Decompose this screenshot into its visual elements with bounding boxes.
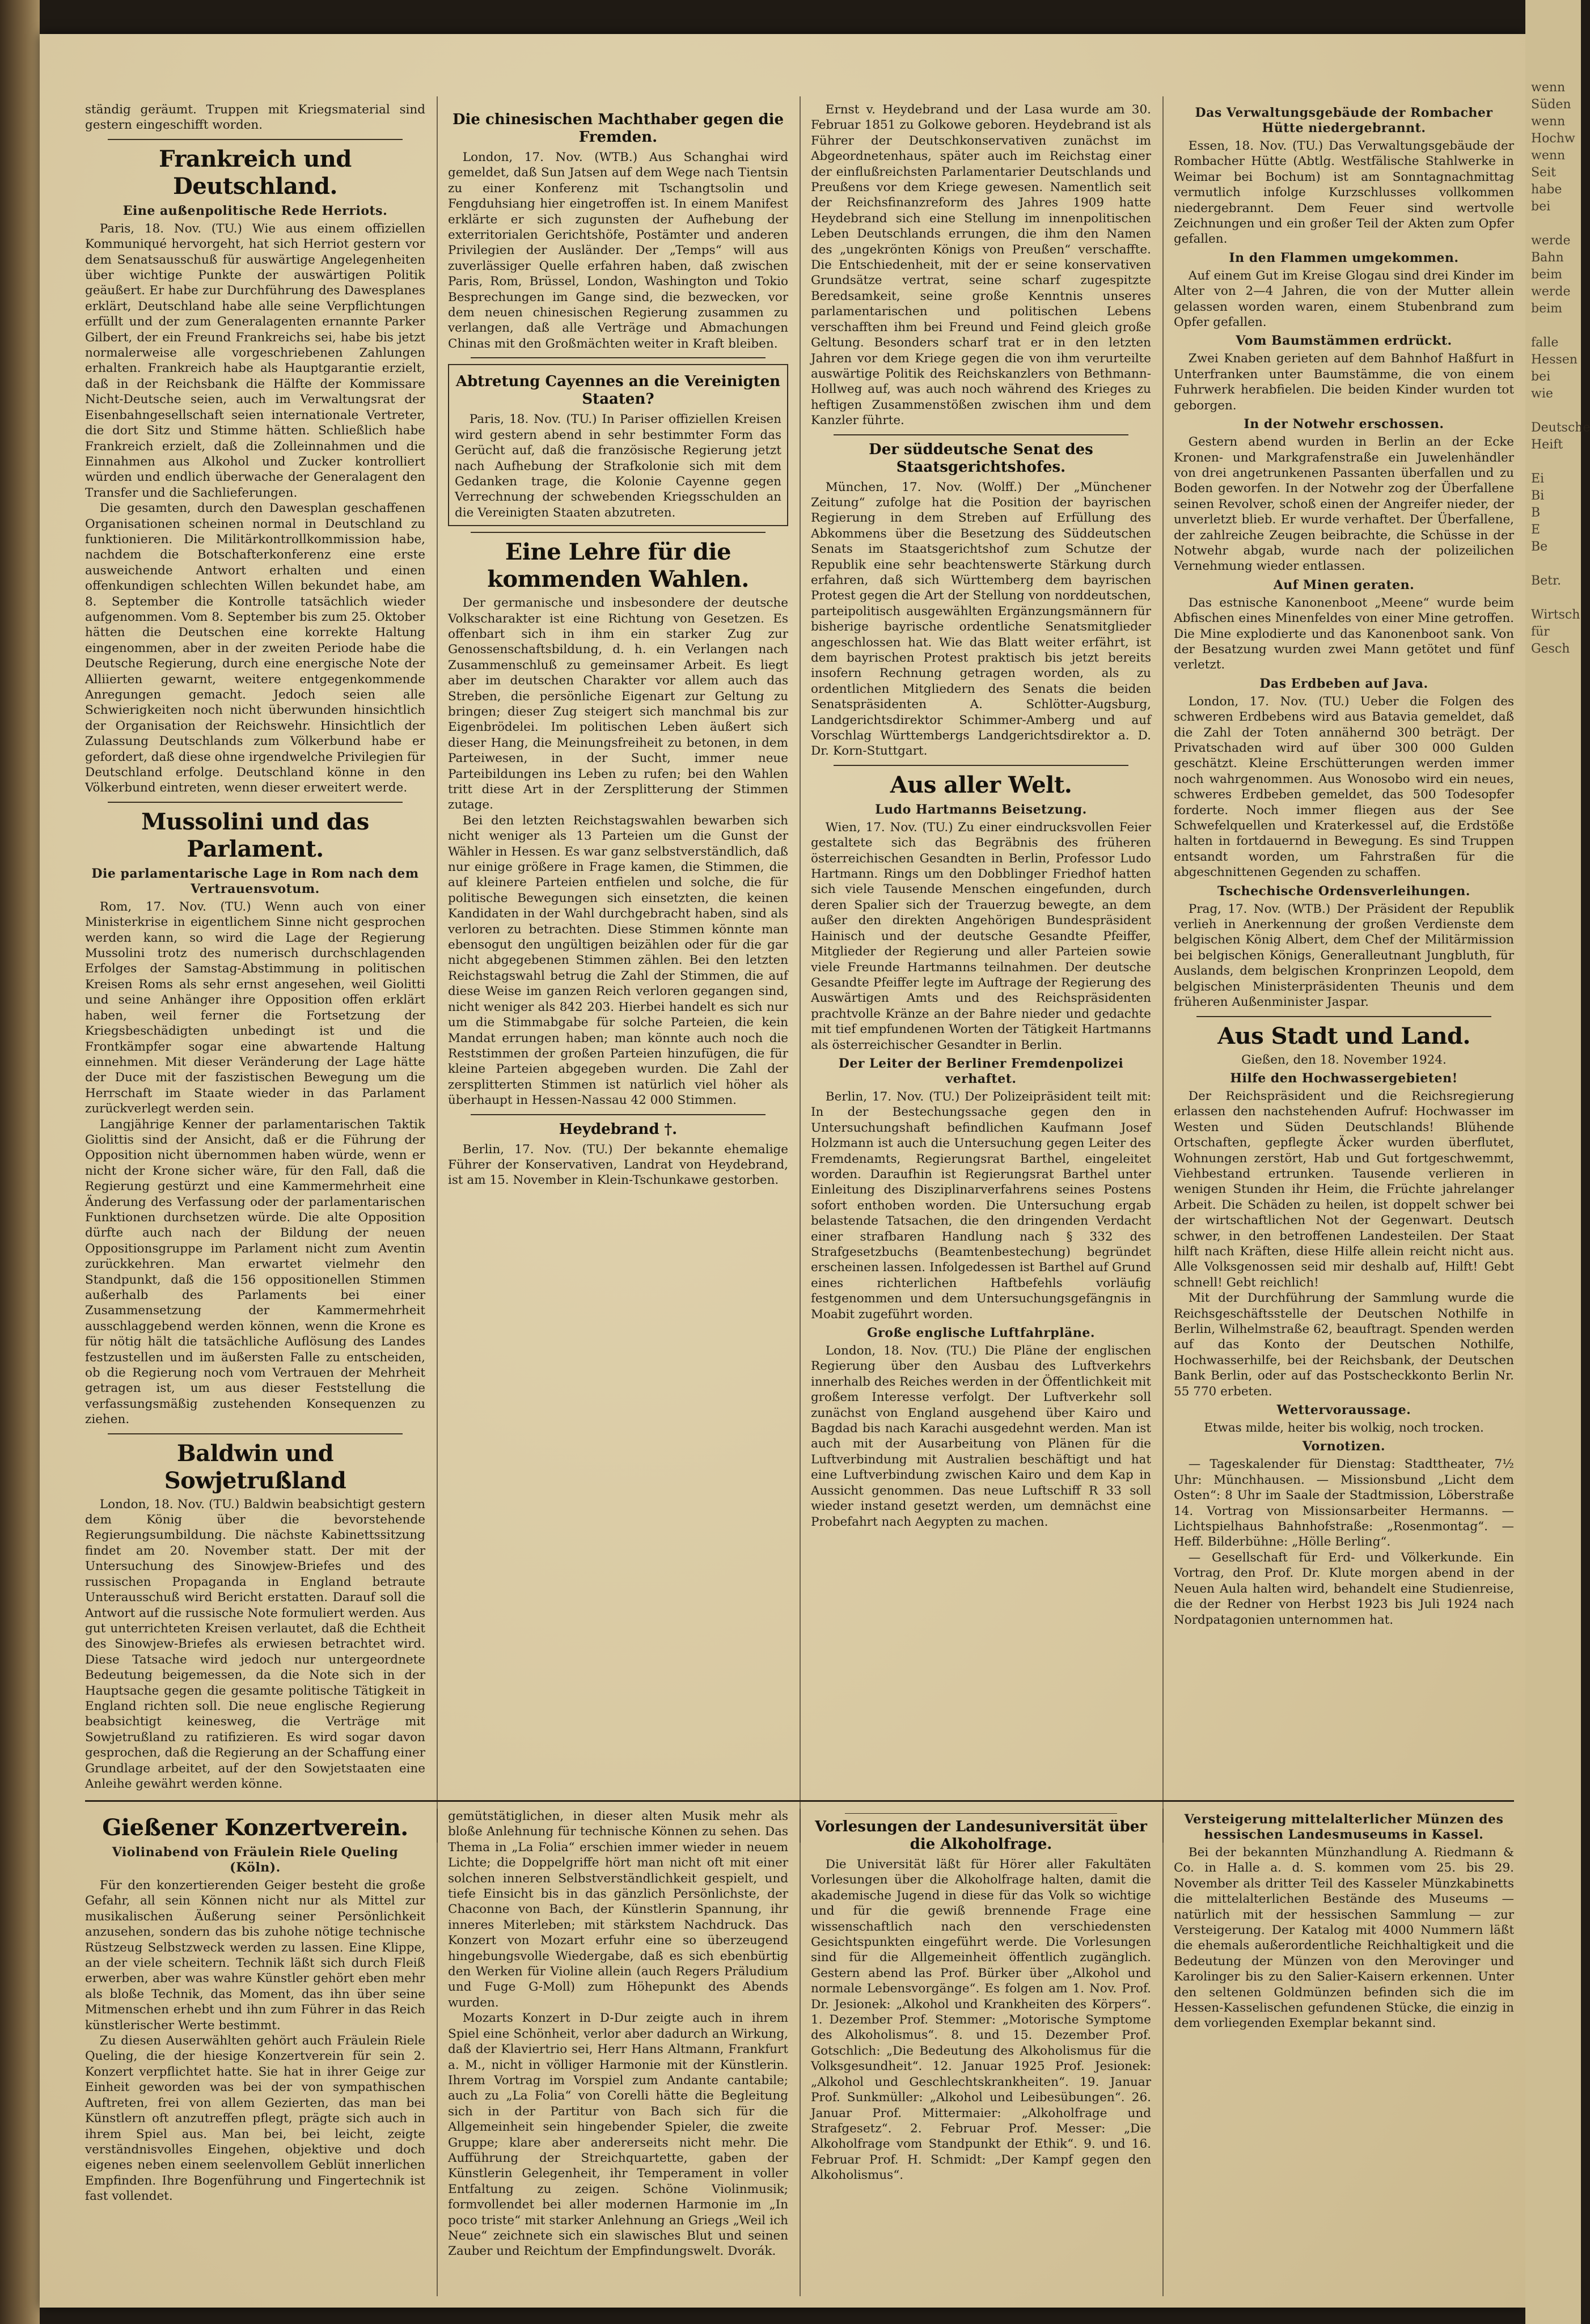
paragraph: Der Reichspräsident und die Reichsregierung erlassen den nachstehenden Aufruf: Hochwasser im Westen und Süden Deutschlands! Blühende Ortschaften, gepflegte Äcker wurden überflutet, Wohnungen zerstört, Hab und Gut fortgeschwemmt, Viehbestand ertrunken. Tausende verlieren in wenigen Stunden ihr Heim, die Früchte jahrelanger Arbeit. Die Schäden zu heilen, ist doppelt schwer bei der wirtschaftlichen Not der Gegenwart. Deutsch schwer, in den betroffenen Landesteilen. Der Staat hilft nach Kräften, diese Hilfe allein reicht nicht aus. Alle Volksgenossen seid mir deshalb auf, Hilft! Gebt schnell! Gebt reichlich! [1174, 1089, 1514, 1290]
column-rule [437, 96, 438, 1843]
bottom-column-1 [85, 1809, 425, 2296]
paragraph: London, 17. Nov. (WTB.) Aus Schanghai wird gemeldet, daß Sun Jatsen auf dem Wege nach Tientsin zu einer Konferenz mit Tschangtsolin und Fengduhsiang hier eingetroffen ist. In einem Manifest erklärte er sich zugunsten der Aufhebung der exterritorialen Gerichtshöfe, Postämter und anderen Privilegien der Ausländer. Der „Temps“ will aus zuverlässiger Quelle erfahren haben, daß zwischen Paris, Rom, Brüssel, London, Washington und Tokio Besprechungen im Gange sind, die bezwecken, vor dem neuen chinesischen Regierung zusammen zu verlangen, daß alle Verträge und Abmachungen Chinas mit den Großmächten weiter in Kraft bleiben. [448, 150, 788, 351]
paragraph: Für den konzertierenden Geiger besteht die große Gefahr, all sein Können nicht nur als Mittel zur musikalischen Äußerung seiner Persönlichkeit anzusehen, sondern das bis zuhohe nötige technische Rüstzeug Selbstzweck werden zu lassen. Eine Klippe, an der viele scheitern. Technik läßt sich durch Fleiß erwerben, aber was wahre Künstler gehört eben mehr als bloße Technik, das Moment, das ihn über seine Mitmenschen erhebt und ihn zum Führer in das Reich künstlerischer Werte bestimmt. [85, 1878, 425, 2033]
section-heading: Auf Minen geraten. [1273, 577, 1415, 592]
paragraph: Das estnische Kanonenboot „Meene“ wurde beim Abfischen eines Minenfeldes von einer Mine getroffen. Die Mine explodierte und das Kanonenboot sank. Von der Besatzung wurden zwei Mann getötet und fünf verletzt. [1174, 595, 1514, 672]
section-heading: Ludo Hartmanns Beisetzung. [875, 802, 1087, 817]
divider [834, 765, 1128, 766]
article-title-mussolini: Mussolini und das Parlament. [141, 808, 369, 862]
section-heading: Das Erdbeben auf Java. [1259, 676, 1428, 691]
paragraph: London, 17. Nov. (TU.) Ueber die Folgen des schweren Erdbebens wird aus Batavia gemeldet, daß die Zahl der Toten annähernd 300 beträgt. Der Privatschaden wird auf über 300 000 Gulden geschätzt. Kleine Erschütterungen werden immer noch wahrgenommen. Aus Wonosobo wird ein neues, schweres Erdbeben gemeldet, das 500 Todesopfer forderte. Noch immer fliegen aus der See Schwefelquellen und Kraterkessel auf, die Erdstöße halten in fortdauernd in Bewegung. Es sind Truppen entsandt worden, um Fahrstraßen für die abgeschnittenen Gegenden zu schaffen. [1174, 694, 1514, 880]
paragraph: London, 18. Nov. (TU.) Die Pläne der englischen Regierung über den Ausbau des Luftverkehrs innerhalb des Reiches werden in der Öffentlichkeit mit großem Interesse verfolgt. Der Luftverkehr soll zunächst von England ausgehend über Kairo und Bagdad bis nach Karachi ausgedehnt werden. Man ist auch mit der Ausarbeitung von Plänen für die Luftverbindung mit Australien beschäftigt und hat eine Luftverbindung zwischen Kairo und dem Kap in Aussicht genommen. Das neue Luftschiff R 33 soll wieder instand gesetzt werden, um demnächst eine Probefahrt nach Aegypten zu machen. [811, 1344, 1151, 1529]
column-rule [1162, 96, 1164, 1843]
article-title-muenzen: Versteigerung mittelalterlicher Münzen des hessischen Landesmuseums in Kassel. [1184, 1812, 1504, 1842]
article-title-baldwin: Baldwin und Sowjetrußland [164, 1440, 346, 1494]
dateline: Gießen, den 18. November 1924. [1241, 1052, 1447, 1067]
divider [108, 802, 403, 803]
paragraph: — Tageskalender für Dienstag: Stadttheater, 7½ Uhr: Münchhausen. — Missionsbund „Licht dem Osten“: 8 Uhr im Saale der Stadtmission, Löberstraße 14. Vortrag von Missionsarbeiter Hermanns. — Lichtspielhaus Bahnhofstraße: „Rosenmontag“. — Heff. Bilderbühne: „Hölle Berling“. [1174, 1457, 1514, 1550]
article-title-senat: Der süddeutsche Senat des Staatsgerichtshofes. [869, 441, 1093, 476]
article-title-heydebrand: Heydebrand †. [559, 1120, 678, 1138]
bottom-column-4 [1174, 1809, 1514, 2296]
paragraph: Gestern abend wurden in Berlin an der Ecke Kronen- und Markgrafenstraße ein Juwelenhändler von drei angetrunkenen Passanten überfallen und zu Boden geworfen. In der Notwehr zog der Überfallene seinen Revolver, schoß einen der Angreifer nieder, der unverletzt blieb. Er wurde verhaftet. Der Überfallene, der zahlreiche Zeugen beibrachte, die Schüsse in der Notwehr abgab, wurde nach der polizeilichen Vernehmung wieder entlassen. [1174, 435, 1514, 574]
section-heading: In der Notwehr erschossen. [1244, 417, 1444, 432]
article-subtitle-frankreich: Eine außenpolitische Rede Herriots. [122, 203, 388, 218]
paragraph: Der germanische und insbesondere der deutsche Volkscharakter ist eine Richtung von Gesetzen. Es offenbart sich in ihm ein starker Zug zur Genossenschaftsbildung, d. h. ein Verlangen nach Zusammenschluß zu gemeinsamer Arbeit. Es liegt aber im deutschen Charakter vor allem auch das Streben, die persönliche Eigenart zur Geltung zu bringen; dieser Zug steigert sich manchmal bis zur Eigenbrödelei. Im politischen Leben äußert sich dieser Hang, die Meinungsfreiheit zu betonen, in dem Parteiwesen, in der Sucht, immer neue Parteibildungen ins Leben zu rufen; bei den Wahlen tritt diese Art in der Zersplitterung der Stimmen zutage. [448, 596, 788, 812]
column-2 [448, 108, 788, 1792]
paragraph: Die gesamten, durch den Dawesplan geschaffenen Organisationen scheinen normal in Deutschland zu funktionieren. Die Militärkontrollkommission habe, nachdem die Botschafterkonferenz eine erste ausweichende Antwort erhalten und einen offenkundigen schlechten Willen bekundet habe, am 8. September die Kontrolle tatsächlich wieder aufgenommen. Vom 8. September bis zum 25. Oktober hätten die Deutschen eine korrekte Haltung eingenommen, aber in der zweiten Periode habe die Deutsche Regierung, durch eine energische Note der Alliierten gewarnt, weitere entgegenkommende Anregungen gemacht. Jedoch seien alle Schwierigkeiten noch nicht überwunden hinsichtlich der Organisation der Reichswehr. Hinsichtlich der Zulassung Deutschlands zum Völkerbund habe er gefordert, daß diese ohne irgendwelche Privilegien für Deutschland erfolge. Deutschland könne in den Völkerbund eintreten, wenn dieser erweitert werde. [85, 501, 425, 795]
article-title-cayennes: Abtretung Cayennes an die Vereinigten Staaten? [455, 373, 781, 408]
divider [471, 532, 766, 533]
section-heading: In den Flammen umgekommen. [1229, 250, 1459, 265]
paragraph: London, 18. Nov. (TU.) Baldwin beabsichtigt gestern dem König über die bevorstehende Regierungsumbildung. Die nächste Kabinettssitzung findet am 20. November statt. Der mit der Untersuchung des Sinowjew-Briefes und des russischen Propaganda in England betraute Unterausschuß wird Bericht erstatten. Darauf soll die Antwort auf die russische Note formuliert werden. Aus gut unterrichteten Kreisen verlautet, daß die Echtheit des Sinowjew-Briefes als erwiesen betrachtet wird. Diese Tatsache wird jedoch nur untergeordnete Bedeutung beigemessen, da die Note sich in der Hauptsache gegen die gesamte politische Tätigkeit in England richten soll. Die neue englische Regierung beabsichtigt keinesweg, die Verträge mit Sowjetrußland zu ratifizieren. Es wird sogar davon gesprochen, daß die Regierung an der Schaffung einer Grundlage arbeitet, auf der den Sowjetstaaten eine Anleihe gewährt werden könne. [85, 1497, 425, 1791]
cayennes-box [448, 364, 788, 526]
paragraph: Paris, 18. Nov. (TU.) In Pariser offiziellen Kreisen wird gestern abend in sehr bestimmter Form das Gerücht auf, daß die französische Regierung jetzt nach Aufhebung der Strafkolonie sich mit dem Gedanken trage, die Kolonie Cayenne gegen Verrechnung der schwebenden Kriegsschulden an die Vereinigten Staaten abzutreten. [455, 412, 781, 520]
article-title-frankreich: Frankreich und Deutschland. [159, 145, 352, 200]
article-subtitle-konzert: Violinabend von Fräulein Riele Queling (Köln). [112, 1845, 399, 1875]
divider [108, 1433, 403, 1434]
paragraph: gemütstätiglichen, in dieser alten Musik mehr als bloße Anlehnung für technische Können zu sehen. Das Thema in „La Folia“ erschien immer wieder in neuem Lichte; die Doppelgriffe hört man nicht oft mit einer solchen inneren Selbstverständlichkeit gespielt, und tiefe Einsicht bis in das gänzlich Persönlichste, der Chaconne von Bach, der Künstlerin Spannung, ihr inneres Miterleben; mit stärkstem Nachdruck. Das Konzert von Mozart erfuhr eine so überzeugend hingebungsvolle Wiedergabe, daß es sich ebenbürtig den Werken für Violine allein (auch Regers Präludium und Fuge G-Moll) zum Höhepunkt des Abends wurden. [448, 1809, 788, 2010]
adjacent-page-edge [1525, 0, 1590, 2324]
column-3 [811, 102, 1151, 1792]
section-divider [85, 1800, 1514, 1802]
column-4 [1174, 102, 1514, 1792]
article-title-welt: Aus aller Welt. [890, 771, 1072, 798]
section-heading: Große englische Luftfahrpläne. [867, 1326, 1095, 1341]
column-rule [1162, 1809, 1164, 2296]
paragraph: Berlin, 17. Nov. (TU.) Der Polizeipräsident teilt mit: In der Bestechungssache gegen den in Untersuchungshaft befindlichen Kaufmann Josef Holzmann ist auch die Untersuchung gegen Leiter des Fremdenamts, Regierungsrat Barthel, eingeleitet worden. Daraufhin ist Regierungsrat Barthel unter Einleitung des Disziplinarverfahrens seines Postens sofort enthoben worden. Die Untersuchung ergab belastende Tatsachen, die den dringenden Verdacht einer strafbaren Handlung nach § 332 des Strafgesetzbuchs (Beamtenbestechung) begründet erscheinen lassen. Infolgedessen ist Barthel auf Grund eines richterlichen Haftbefehls vorläufig festgenommen und dem Untersuchungsgefängnis in Moabit zugeführt worden. [811, 1089, 1151, 1322]
wetter-text: Etwas milde, heiter bis wolkig, noch trocken. [1204, 1421, 1484, 1436]
article-title-konzert: Gießener Konzertverein. [102, 1814, 408, 1841]
adjacent-page-fragments: wenn Süden wenn Hochw wenn Seit habe bei werde Bahn beim werde beim falle Hessen bei wie Deutsche Heift Ei Bi B E Be Betr. Wirtsch für Gesch [1531, 81, 1590, 656]
paragraph: Bei den letzten Reichstagswahlen bewarben sich nicht weniger als 13 Parteien um die Gunst der Wähler in Hessen. Es war ganz selbstverständlich, daß nur einige größere in Frage kamen, die Stimmen, die auf kleinere Parteien entfielen und solche, die für politische Bewegungen sich einsetzten, die keinen Kandidaten in der Wahl durchgebracht haben, sind als verloren zu betrachten. Diese Stimmen könnte man ebensogut den ungültigen beizählen oder für die gar nicht abgegebenen Stimmen zählen. Bei den letzten Reichstagswahl betrug die Zahl der Stimmen, die auf diese Weise im ganzen Reich verloren gegangen sind, nicht weniger als 842 203. Hierbei handelt es sich nur um die Stimmabgabe für solche Parteien, die kein Mandat errungen haben; man könnte auch noch die Reststimmen der großen Parteien hinzufügen, die für kleine Parteien abgegeben wurden. Die Zahl der zersplitterten Stimmen ist natürlich viel höher als überhaupt in Hessen-Nassau 42 000 Stimmen. [448, 813, 788, 1108]
divider [845, 1813, 1117, 1814]
top-continuation: ständig geräumt. Truppen mit Kriegsmaterial sind gestern eingeschifft worden. [85, 103, 425, 133]
wetter-heading: Wettervoraussage. [1276, 1403, 1411, 1418]
paragraph: Zu diesen Auserwählten gehört auch Fräulein Riele Queling, die der hiesige Konzertverein für sein 2. Konzert verpflichtet hatte. Sie hat in ihrer Geige zur Einheit geworden was bei der von sympathischen Auftreten, frei von allem Gezierten, das man bei Künstlern oft anzutreffen pflegt, prägte sich auch in ihrem Spiel aus. Man bei, bei leicht, zeigte verständnisvolles Eingehen, objektive und doch eigenes neben einem seelenvollem Geblüt innerlichen Empfinden. Ihre Bogenführung und Fingertechnik ist fast vollendet. [85, 2034, 425, 2204]
bottom-column-2 [448, 1809, 788, 2296]
article-title-vorlesungen: Vorlesungen der Landesuniversität über die Alkoholfrage. [814, 1818, 1147, 1853]
paragraph: Zwei Knaben gerieten auf dem Bahnhof Haßfurt in Unterfranken unter Baumstämme, die von einem Fuhrwerk herabfielen. Die beiden Kinder wurden tot geborgen. [1174, 352, 1514, 413]
column-rule [800, 96, 801, 1843]
section-heading: Der Leiter der Berliner Fremdenpolizei verhaftet. [838, 1056, 1124, 1086]
paragraph: Rom, 17. Nov. (TU.) Wenn auch von einer Ministerkrise in eigentlichem Sinne nicht gesprochen werden kann, so wird die Lage der Regierung Mussolini trotz des numerisch durchschlagenden Erfolges der Samstag-Abstimmung in politischen Kreisen Roms als sehr ernst angesehen, weil Giolitti und seine Anhänger ihre Opposition offen erklärt haben, weil ferner die Fortsetzung der Kriegsbeschädigten unbedingt ist und die Frontkämpfer sogar eine abwartende Haltung einnehmen. Mit dieser Veränderung der Lage hätte der Duce mit der faszistischen Bewegung um die Herrschaft im Staate wieder in das Parlament zurückverlegt werden sein. [85, 899, 425, 1116]
column-rule [800, 1809, 801, 2296]
divider [1196, 1016, 1491, 1017]
paragraph: Prag, 17. Nov. (WTB.) Der Präsident der Republik verlieh in Anerkennung der großen Verdienste dem belgischen König Albert, dem Chef der Militärmission bei belgischen Königs, Generalleutnant Jungbluth, für Auslands, dem belgischen Kronprinzen Leopold, dem belgischen Ministerpräsidenten Theunis und dem früheren Außenminister Jaspar. [1174, 901, 1514, 1010]
newspaper-page [40, 34, 1525, 2308]
article-subtitle-stadt: Hilfe den Hochwassergebieten! [1230, 1070, 1458, 1086]
paragraph: München, 17. Nov. (Wolff.) Der „Münchener Zeitung“ zufolge hat die Position der bayrischen Regierung in dem Streben auf Erfüllung des Abkommens über die Besetzung des Süddeutschen Senats im Staatsgerichtshof zum Schutze der Republik eine sehr beachtenswerte Stärkung durch erfahren, daß sich Württemberg dem bayrischen Protest gegen die Art der Stellung von norddeutschen, parteipolitisch ausgewählten Ergänzungsmännern für bisherige bayrische ordentliche Senatsmitglieder angeschlossen hat. Wie das Blatt weiter erfährt, ist dem bayrischen Protest praktisch bis jetzt bereits insofern Rechnung getragen worden, als zu ordentlichen Mitgliedern des Senats die beiden Senatspräsidenten A. Schlötter-Augsburg, Landgerichtsdirektor Schimmer-Amberg und auf Vorschlag Württembergs Landgerichtsdirektor a. D. Dr. Korn-Stuttgart. [811, 480, 1151, 759]
divider [471, 1114, 766, 1115]
section-heading: Tschechische Ordensverleihungen. [1217, 883, 1470, 899]
column-1 [85, 102, 425, 1792]
paragraph: Berlin, 17. Nov. (TU.) Der bekannte ehemalige Führer der Konservativen, Landrat von Heydebrand, ist am 15. November in Klein-Tschunkawe gestorben. [448, 1142, 788, 1188]
paragraph: Mit der Durchführung der Sammlung wurde die Reichsgeschäftsstelle der Deutschen Nothilfe in Berlin, Wilhelmstraße 62, beauftragt. Spenden werden auf das Konto der Deutschen Nothilfe, Hochwasserhilfe, bei der Reichsbank, der Deutschen Bank Berlin, oder auf das Postscheckkonto Berlin Nr. 55 770 erbeten. [1174, 1291, 1514, 1399]
paragraph: Auf einem Gut im Kreise Glogau sind drei Kinder im Alter von 2—4 Jahren, die von der Mutter allein gelassen worden waren, einem Stubenbrand zum Opfer gefallen. [1174, 268, 1514, 330]
bottom-column-3 [811, 1809, 1151, 2296]
paragraph: Wien, 17. Nov. (TU.) Zu einer eindrucksvollen Feier gestaltete sich das Begräbnis des früheren österreichischen Gesandten in Berlin, Professor Ludo Hartmann. Rings um den Dobblinger Friedhof hatten sich viele Tausende Menschen eingefunden, durch deren Spalier sich der Trauerzug bewegte, an dem außer den direkten Angehörigen Bundespräsident Hainisch und der deutsche Gesandte Pfeiffer, Mitglieder der Regierung und aller Parteien sowie viele Freunde Hartmanns teilnahmen. Der deutsche Gesandte Pfeiffer legte im Auftrage der Regierung des Auswärtigen Amts und des Reichspräsidenten prachtvolle Kränze an der Bahre nieder und gedachte mit tief empfundenen Worten der Tätigkeit Hartmanns als österreichischer Gesandter in Berlin. [811, 820, 1151, 1052]
paragraph: Mozarts Konzert in D-Dur zeigte auch in ihrem Spiel eine Schönheit, verlor aber dadurch an Wirkung, daß der Klaviertrio sei, Herr Hans Altmann, Frankfurt a. M., nicht in völliger Harmonie mit der Künstlerin. Ihrem Vortrag im Vorspiel zum Andante cantabile; auch zu „La Folia“ von Corelli hätte die Begleitung sich in der Partitur von Bach sich für die Allgemeinheit sein hingebender Spieler, die zweite Gruppe; klare aber andererseits nicht mehr. Die Aufführung der Streichquartette, gaben der Künstlerin Gelegenheit, ihr Temperament in voller Entfaltung zu zeigen. Schöne Violinmusik; formvollendet bei aller modernen Harmonie im „In poco triste“ mit starker Anlehnung an Griegs „Weil ich Neue“ zeichnete sich ein slawisches Blut und seinen Zauber und Reichtum der Empfindungswelt. Dvorák. [448, 2011, 788, 2259]
divider [834, 434, 1128, 435]
paragraph: Die Universität läßt für Hörer aller Fakultäten Vorlesungen über die Alkoholfrage halten, damit die akademische Jugend in diese für das Volk so wichtige und für die gewiß brennende Frage eine wissenschaftlich nach den verschiedensten Gesichtspunkten eingeführt werde. Die Vorlesungen sind für die Allgemeinheit öffentlich zugänglich. Gestern abend las Prof. Bürker über „Alkohol und normale Lebensvorgänge“. Es folgen am 1. Nov. Prof. Dr. Jesionek: „Alkohol und Krankheiten des Körpers“. 1. Dezember Prof. Stemmer: „Motorische Symptome des Alkoholismus“. 8. und 15. Dezember Prof. Gotschlich: „Die Bedeutung des Alkoholismus für die Volksgesundheit“. 12. Januar 1925 Prof. Jesionek: „Alkohol und Geschlechtskrankheiten“. 19. Januar Prof. Sunkmüller: „Alkohol und Leibesübungen“. 26. Januar Prof. Mittermaier: „Alkoholfrage und Strafgesetz“. 2. Februar Prof. Messer: „Die Alkoholfrage vom Standpunkt der Ethik“. 9. und 16. Februar Prof. H. Schmidt: „Der Kampf gegen den Alkoholismus“. [811, 1857, 1151, 2183]
divider [108, 139, 403, 140]
article-title-china: Die chinesischen Machthaber gegen die Fremden. [452, 111, 784, 146]
article-title-lehre: Eine Lehre für die kommenden Wahlen. [487, 539, 749, 593]
section-heading: Vom Baumstämmen erdrückt. [1236, 333, 1452, 349]
paragraph: Ernst v. Heydebrand und der Lasa wurde am 30. Februar 1851 zu Golkowe geboren. Heydebrand ist als Führer der Deutschkonservativen zunächst im Abgeordnetenhaus, später auch im Reichstag einer der einflußreichsten Parlamentarier Deutschlands und Preußens vor dem Kriege gewesen. Namentlich seit der Reichsfinanzreform des Jahres 1909 hatte Heydebrand sich eine Stellung im innenpolitischen Leben Deutschlands errungen, die ihm den Namen des „ungekrönten Königs von Preußen“ verschaffte. Die Entschiedenheit, mit der er seine konservativen Grundsätze vertrat, seine scharf zugespitzte Beredsamkeit, seine große Kenntnis unseres parlamentarischen und politischen Lebens verschafften ihm bei Freund und Feind gleich große Geltung. Besonders scharf trat er in den letzten Jahren vor dem Kriege gegen die von ihm verurteilte auswärtige Politik des Reichskanzlers von Bethmann-Hollweg auf, was auch noch während des Krieges zu heftigen Zusammenstößen zwischen ihm und dem Kanzler führte. [811, 103, 1151, 428]
paragraph: — Gesellschaft für Erd- und Völkerkunde. Ein Vortrag, den Prof. Dr. Klute morgen abend in der Neuen Aula halten wird, behandelt eine Studienreise, die der Redner von Herbst 1923 bis Juli 1924 nach Nordpatagonien unternommen hat. [1174, 1550, 1514, 1627]
article-title-stadt: Aus Stadt und Land. [1217, 1022, 1470, 1049]
paragraph: Bei der bekannten Münzhandlung A. Riedmann & Co. in Halle a. d. S. kommen vom 25. bis 29. November als dritter Teil des Kasseler Münzkabinetts die mittelalterlichen Bestände des Museums — natürlich mit der hessischen Sammlung — zur Versteigerung. Der Katalog mit 4000 Nummern läßt die ehemals außerordentliche Reichhaltigkeit und die Bedeutung der Münzen von den Merovinger und Karolinger bis zu den Salier-Kaisern erkennen. Unter den seltenen Goldmünzen befinden sich die im Hessen-Kasselischen gefundenen Stücke, die einzig in dem vorliegenden Exemplar bekannt sind. [1174, 1845, 1514, 2031]
paragraph: Essen, 18. Nov. (TU.) Das Verwaltungsgebäude der Rombacher Hütte (Abtlg. Westfälische Stahlwerke in Weimar bei Bochum) ist am Sonntagnachmittag vermutlich infolge Kurzschlusses vollkommen niedergebrannt. Dem Feuer sind wertvolle Zeichnungen und ein großer Teil der Akten zum Opfer gefallen. [1174, 139, 1514, 247]
page-binding-edge [0, 0, 40, 2324]
article-subtitle-mussolini: Die parlamentarische Lage in Rom nach dem Vertrauensvotum. [91, 866, 419, 896]
paragraph: Paris, 18. Nov. (TU.) Wie aus einem offiziellen Kommuniqué hervorgeht, hat sich Herriot gestern vor dem Senatsausschuß für auswärtige Angelegenheiten über wichtige Punkte der auswärtigen Politik geäußert. Er habe zur Durchführung des Dawesplanes erklärt, Deutschland habe alle seine Verpflichtungen erfüllt und der zum Generalagenten ernannte Parker Gilbert, der ein Freund Frankreichs sei, habe bis jetzt normalerweise alle vorgeschriebenen Zahlungen erhalten. Frankreich habe als Hauptgarantie erzielt, daß in der Reichsbank die Hälfte der Kommissare Nicht-Deutsche seien, auch im Verwaltungsrat der Eisenbahngesellschaft seien internationale Vertreter, die dort Sitz und Stimme hätten. Schließlich habe Frankreich erzielt, daß die Zolleinnahmen und die Einnahmen aus Alkohol und Zucker kontrolliert würden und endlich überwache der Generalagent den Transfer und die Sachlieferungen. [85, 221, 425, 500]
vornotizen-heading: Vornotizen. [1302, 1439, 1386, 1454]
paragraph: Langjährige Kenner der parlamentarischen Taktik Giolittis sind der Ansicht, daß er die Führung der Opposition nicht übernommen haben würde, wenn er nicht der Krone sicher wäre, für den Fall, daß die Regierung gestürzt und eine Kammermehrheit eine Änderung des Verfassung oder der parlamentarischen Funktionen durchsetzen würde. Die alte Opposition dürfte auch nach der Bildung der neuen Oppositionsgruppe im Parlament nicht zum Aventin zurückkehren. Man erwartet vielmehr den Standpunkt, daß die 156 oppositionellen Stimmen außerhalb des Parlaments bei einer Zusammensetzung der Kammermehrheit ausschlaggebend werden können, wenn die Krone es für nötig hält die tatsächliche Auflösung des Landes festzustellen und im äußersten Falle zu entscheiden, ob die Regierung noch vom Vertrauen der Mehrheit getragen ist, um aus dieser Feststellung die verfassungsmäßig zustehenden Konsequenzen zu ziehen. [85, 1117, 425, 1427]
divider [471, 357, 766, 358]
column-rule [437, 1809, 438, 2296]
section-heading: Das Verwaltungsgebäude der Rombacher Hütte niedergebrannt. [1195, 105, 1493, 136]
